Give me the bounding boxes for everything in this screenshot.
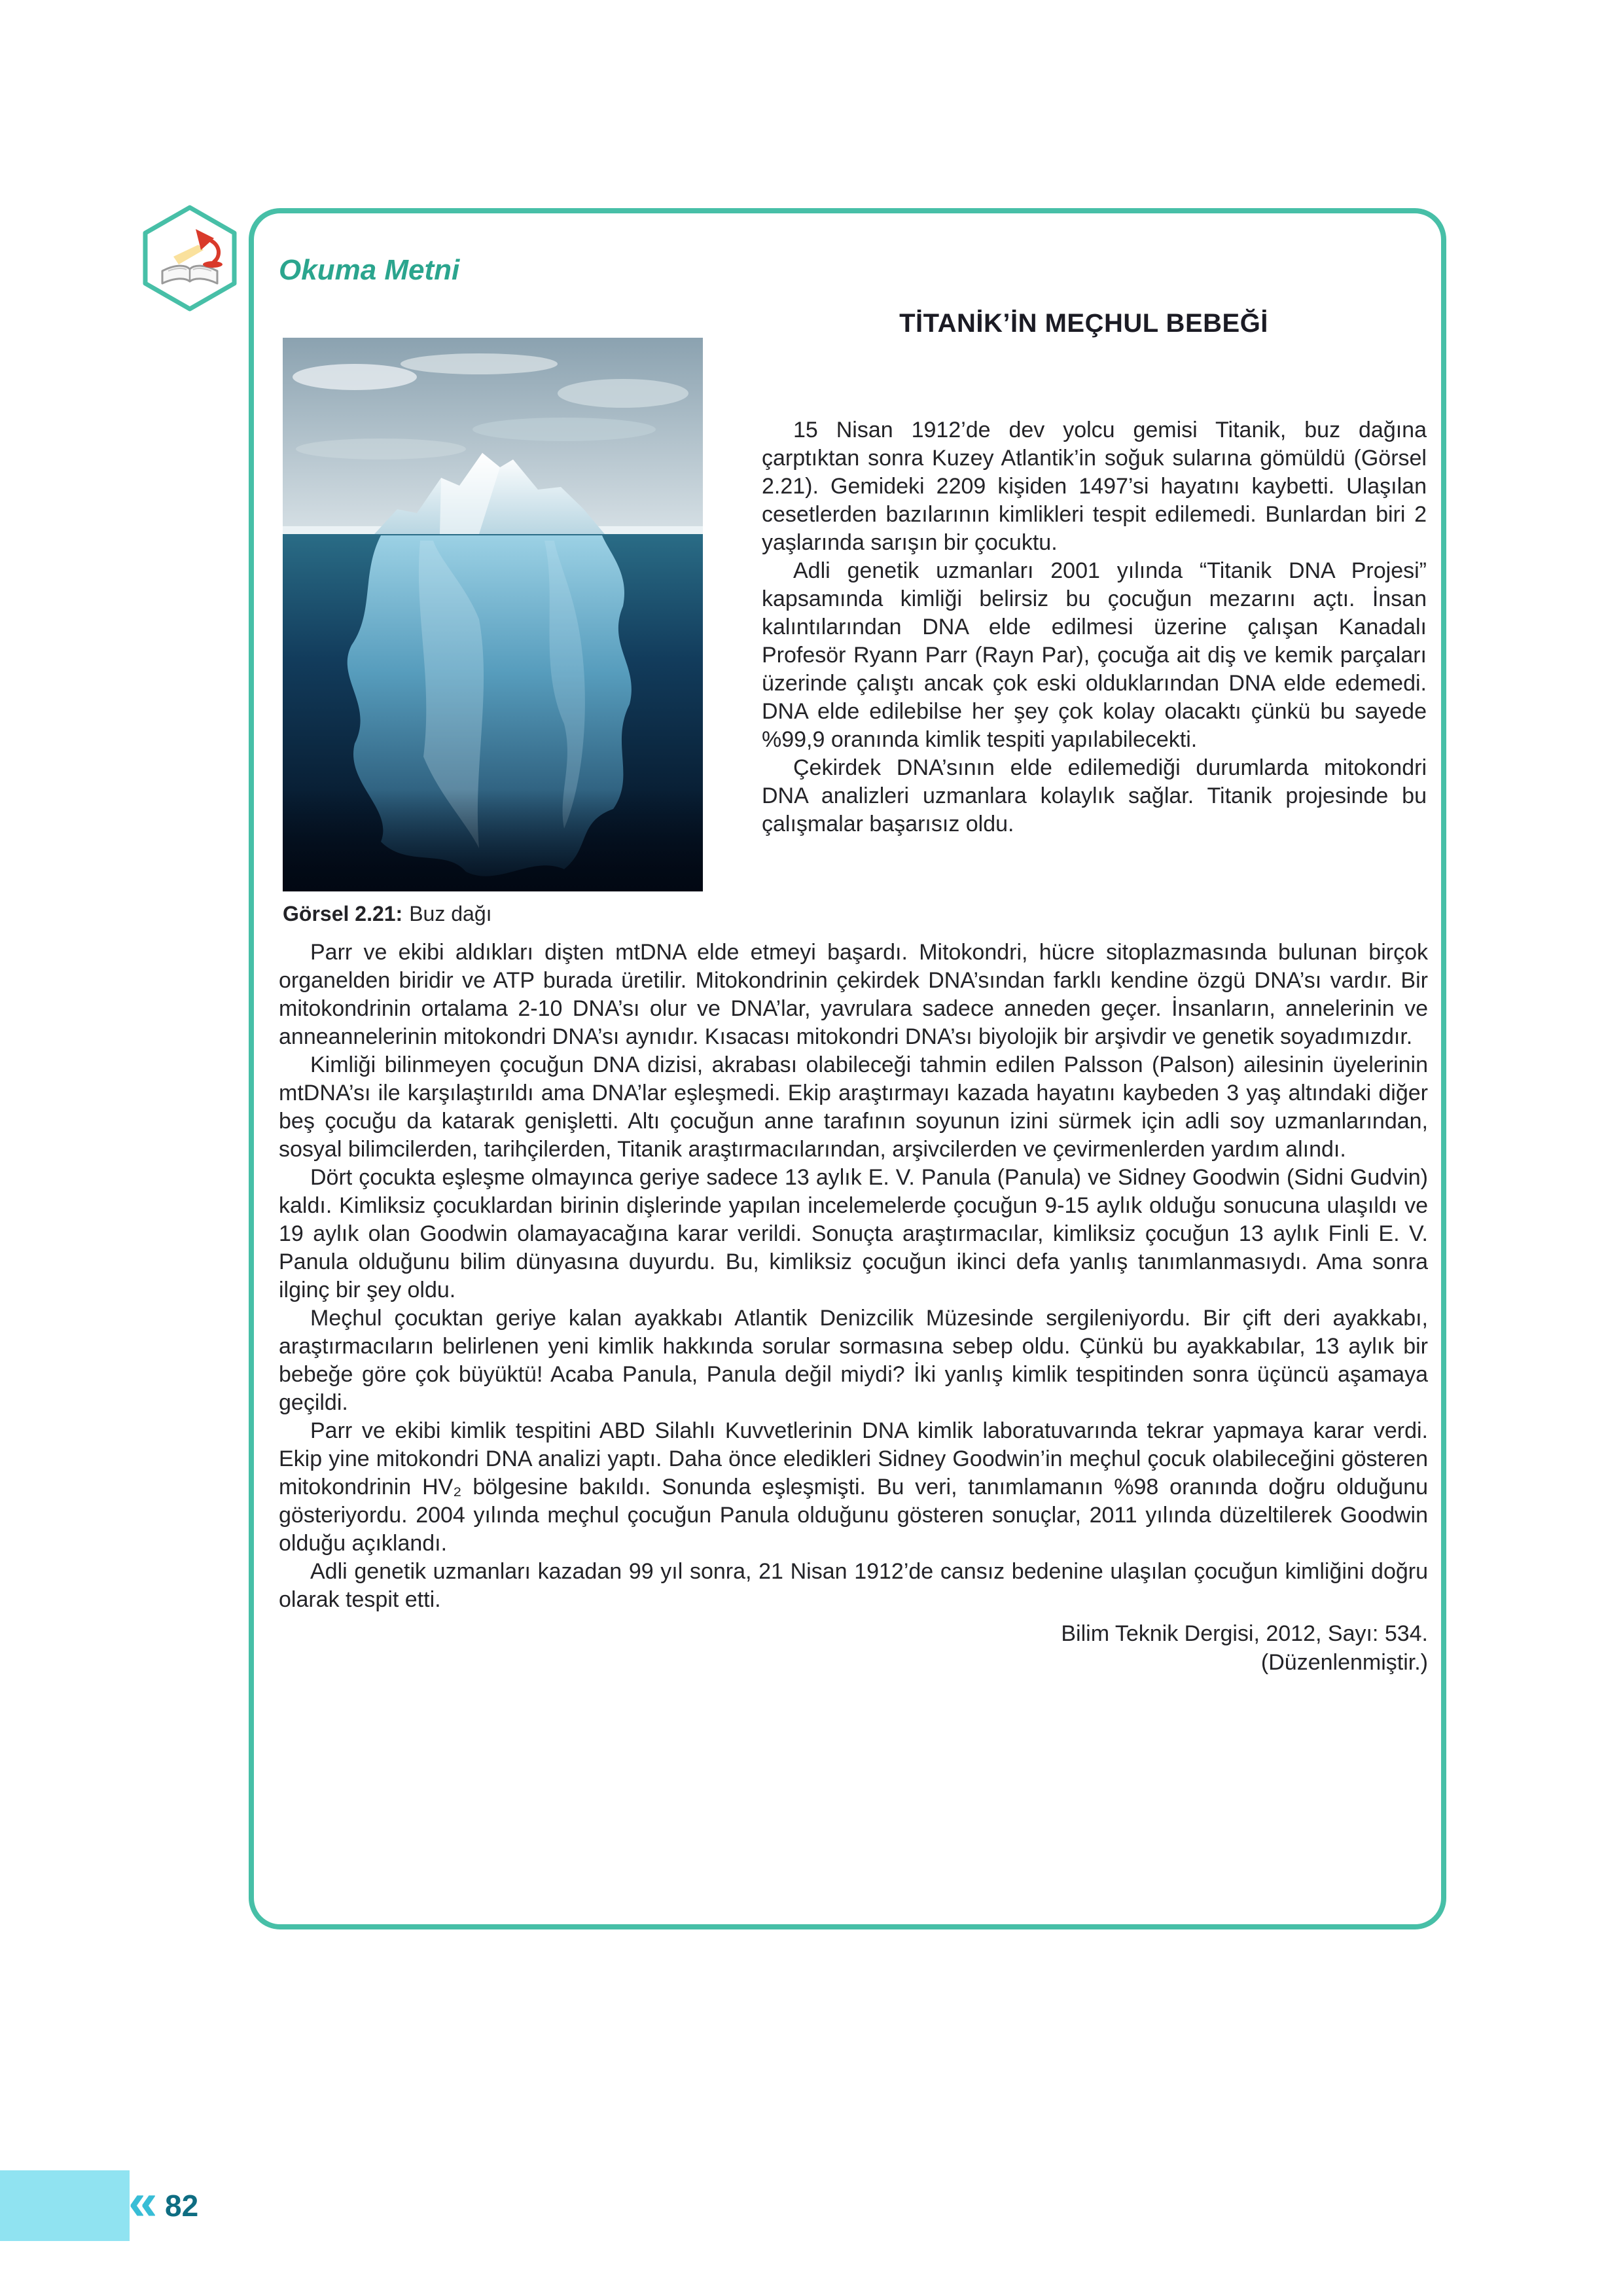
reading-text-box [249, 208, 1446, 1929]
iceberg-figure [283, 338, 703, 926]
source-line: Bilim Teknik Dergisi, 2012, Sayı: 534. [1061, 1621, 1428, 1646]
paragraphs-beside-figure [762, 416, 1427, 838]
article-title: TİTANİK’İN MEÇHUL BEBEĞİ [899, 309, 1268, 338]
paragraphs-full-width [279, 939, 1428, 1677]
iceberg-photo [283, 338, 703, 891]
paragraph: Adli genetik uzmanları 2001 yılında “Titanik DNA Projesi” kapsamında kimliği belirsiz bu çocuğun mezarını açtı. İnsan kalıntılarından DNA elde edilmesi üzerine çalışan Kanadalı Profesör Ryann Parr (Rayn Par), çocuğa ait diş ve kemik parçaları üzerinde çalıştı ancak çok eski olduklarından DNA elde edemedi. DNA elde edilebilse her şey çok kolay olacaktı çünkü bu sayede %99,9 oranında kimlik tespiti yapılabilecekti. [762, 558, 1427, 752]
section-title: Okuma Metni [279, 254, 460, 286]
footer-accent-band [0, 2170, 130, 2241]
source-line: (Düzenlenmiştir.) [1260, 1650, 1428, 1675]
hexagon-badge-icon [141, 204, 239, 312]
open-book-icon [162, 266, 217, 283]
paragraph: Dört çocukta eşleşme olmayınca geriye sadece 13 aylık E. V. Panula (Panula) ve Sidney Goodwin (Sidni Gudvin) kaldı. Kimliksiz çocuklardan birinin dişlerinde yapılan incelemelerde çocuğun 9-15 aylık olduğu sonucuna ulaşıldı ve 19 aylık olan Goodwin olamayacağına karar verildi. Sonuçta araştırmacılar, kimliksiz çocuğun 13 aylık Finli E. V. Panula olduğunu bilim dünyasına duyurdu. Bu, kimliksiz çocuğun ikinci defa yanlış tanımlanmasıydı. Ama sonra ilginç bir şey oldu. [279, 1165, 1428, 1302]
figure-caption-text: Buz dağı [409, 902, 492, 925]
source-citation [279, 1619, 1428, 1677]
paragraph: Parr ve ekibi kimlik tespitini ABD Silahlı Kuvvetlerinin DNA kimlik laboratuvarında tekrar yapmaya karar verdi. Ekip yine mitokondri DNA analizi yaptı. Daha önce eledikleri Sidney Goodwin’in meçhul çocuk olabileceğini gösteren mitokondrinin HV₂ bölgesine bakıldı. Sonunda eşleşmişti. Bu veri, tanımlamanın %98 oranında doğru olduğunu gösteriyordu. 2004 yılında meçhul çocuğun Panula olduğunu gösteren sonuçlar, 2011 yılında düzeltilerek Goodwin olduğu açıklandı. [279, 1418, 1428, 1556]
figure-caption [283, 902, 703, 926]
paragraph: Meçhul çocuktan geriye kalan ayakkabı Atlantik Denizcilik Müzesinde sergileniyordu. Bir çift deri ayakkabı, araştırmacıların belirlenen yeni kimlik hakkında sorular sormasına sebep oldu. Çünkü bu ayakkabılar, 13 aylık bir bebeğe göre çok büyüktü! Acaba Panula, Panula değil miydi? İki yanlış kimlik tespitinden sonra üçüncü aşamaya geçildi. [279, 1306, 1428, 1415]
double-left-chevron-icon: « [128, 2172, 158, 2231]
paragraph: Parr ve ekibi aldıkları dişten mtDNA elde etmeyi başardı. Mitokondri, hücre sitoplazmasında bulunan birçok organelden biridir ve ATP burada üretilir. Mitokondrinin çekirdek DNA’sından farklı kendine özgü DNA’sı vardır. Bir mitokondrinin ortalama 2-10 DNA’sı olur ve DNA’lar, yavrulara sadece anneden geçer. İnsanların, annelerinin ve anneannelerinin mitokondri DNA’sı aynıdır. Kısacası mitokondri DNA’sı biyolojik bir arşivdir ve genetik soyadımızdır. [279, 940, 1428, 1049]
reading-section-icon [141, 204, 239, 312]
paragraph: Çekirdek DNA’sının elde edilemediği durumlarda mitokondri DNA analizleri uzmanlara kolaylık sağlar. Titanik projesinde bu çalışmalar başarısız oldu. [762, 755, 1427, 836]
iceberg-illustration [283, 338, 703, 891]
paragraph: Adli genetik uzmanları kazadan 99 yıl sonra, 21 Nisan 1912’de cansız bedenine ulaşılan çocuğun kimliğini doğru olarak tespit etti. [279, 1559, 1428, 1612]
figure-caption-label: Görsel 2.21: [283, 902, 403, 925]
paragraph: 15 Nisan 1912’de dev yolcu gemisi Titanik, buz dağına çarptıktan sonra Kuzey Atlantik’in soğuk sularına gömüldü (Görsel 2.21). Gemideki 2209 kişiden 1497’si hayatını kaybetti. Ulaşılan cesetlerden bazılarının kimlikleri tespit edilemedi. Bunlardan biri 2 yaşlarında sarışın bir çocuktu. [762, 418, 1427, 555]
paragraph: Kimliği bilinmeyen çocuğun DNA dizisi, akrabası olabileceği tahmin edilen Palsson (Palson) ailesinin üyelerinin mtDNA’sı ile karşılaştırıldı ama DNA’lar eşleşmedi. Ekip araştırmayı kazada hayatını kaybeden 3 yaş altındaki diğer beş çocuğu da katarak genişletti. Altı çocuğun anne tarafının soyunun izini sürmek için adli soy uzmanlarından, sosyal bilimcilerden, tarihçilerden, Titanik araştırmacılarından, arşivcilerden ve çevirmenlerden yardım alındı. [279, 1052, 1428, 1162]
page-number: 82 [165, 2189, 199, 2223]
